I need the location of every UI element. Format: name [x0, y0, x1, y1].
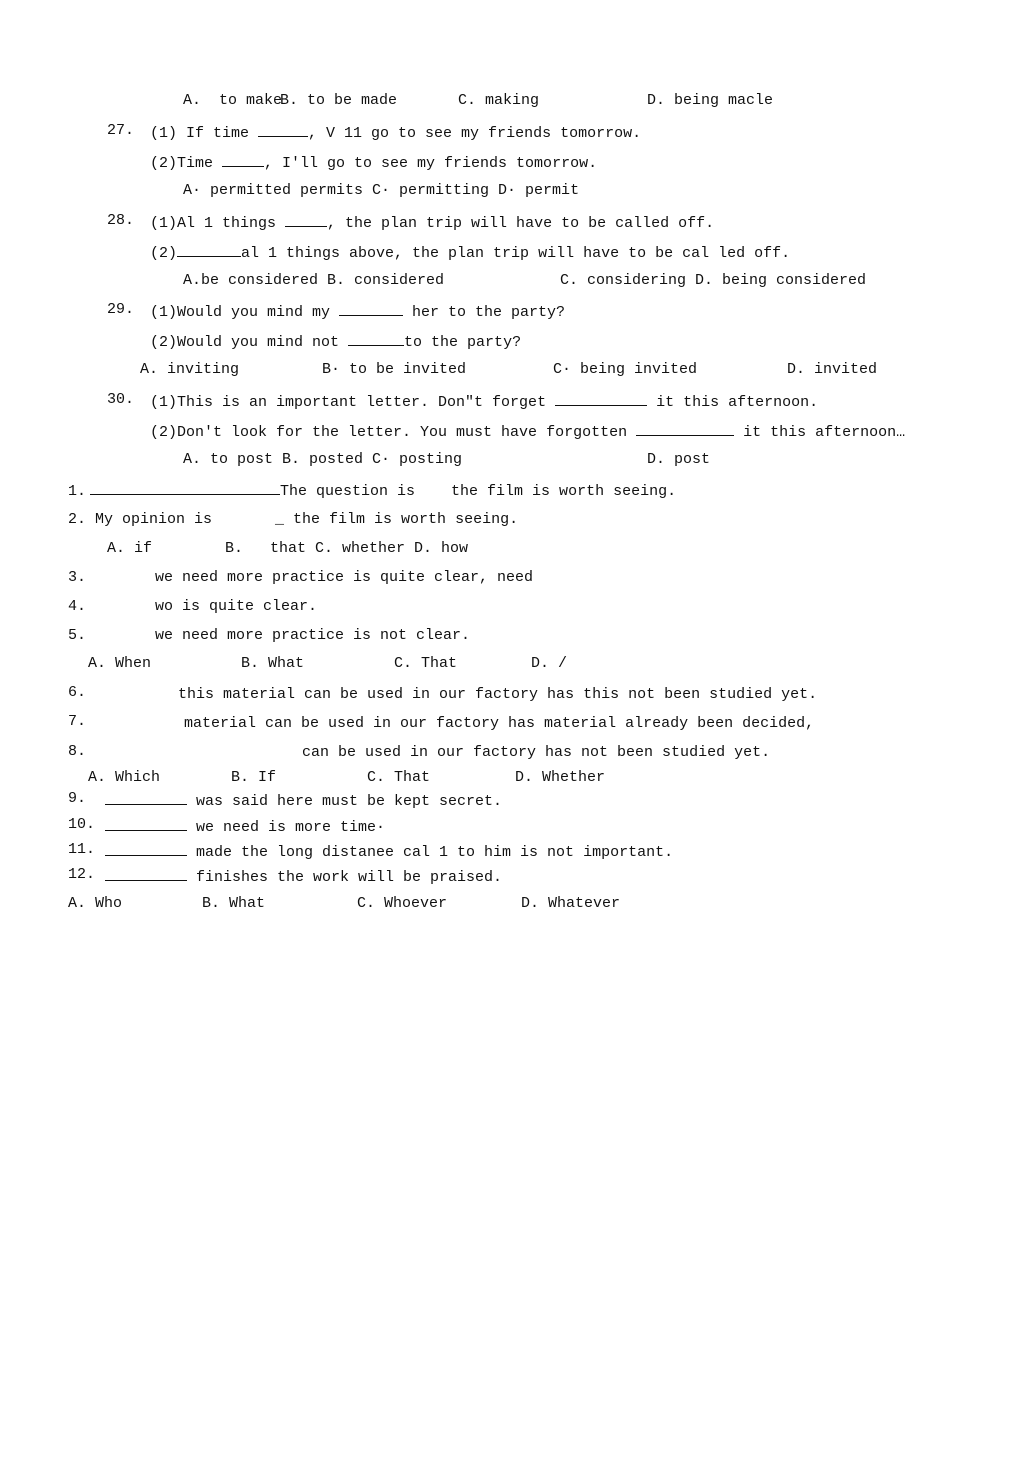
q27-sentence-2: (2)Time , I'll go to see my friends tomorrow. — [150, 152, 597, 173]
item-11-number: 11. — [68, 841, 96, 858]
g1-option-a: A. if — [107, 540, 153, 557]
item-10-number: 10. — [68, 816, 96, 833]
answer-blank — [105, 816, 187, 831]
q29-sentence-2: (2)Would you mind not to the party? — [150, 331, 521, 352]
item-9-number: 9. — [68, 790, 87, 807]
q30-sentence-1: (1)This is an important letter. Don"t forget it this afternoon. — [150, 391, 818, 412]
q28-sentence-2: (2) al 1 things above, the plan trip will have to be cal led off. — [150, 242, 790, 263]
g4-option-d: D. Whatever — [521, 895, 621, 912]
answer-blank — [258, 122, 308, 137]
q26-option-a: A. to make — [183, 92, 283, 109]
item-12-text: finishes the work will be praised. — [105, 866, 502, 887]
q30-number: 30. — [107, 391, 135, 408]
item-1: 1. The question is the film is worth seeing. — [68, 480, 676, 501]
item-8-text: can be used in our factory has not been studied yet. — [302, 744, 771, 761]
answer-blank — [555, 391, 647, 406]
item-6-number: 6. — [68, 684, 87, 701]
q28-options-ab: A.be considered B. considered — [183, 272, 445, 289]
item-11-text: made the long distanee cal 1 to him is not important. — [105, 841, 673, 862]
answer-blank — [339, 301, 403, 316]
g2-option-c: C. That — [394, 655, 458, 672]
q30-option-d: D. post — [647, 451, 711, 468]
item-6-text: this material can be used in our factory has this not been studied yet. — [178, 686, 818, 703]
g2-option-b: B. What — [241, 655, 305, 672]
answer-blank — [90, 480, 280, 495]
item-5-number: 5. — [68, 627, 87, 644]
item-4-text: wo is quite clear. — [155, 598, 318, 615]
item-12-number: 12. — [68, 866, 96, 883]
q26-option-d: D. being macle — [647, 92, 774, 109]
answer-blank — [222, 152, 264, 167]
g3-option-d: D. Whether — [515, 769, 606, 786]
q28-number: 28. — [107, 212, 135, 229]
answer-blank — [285, 212, 327, 227]
q30-sentence-2: (2)Don't look for the letter. You must have forgotten it this afternoon… — [150, 421, 905, 442]
item-9-text: was said here must be kept secret. — [105, 790, 502, 811]
q29-option-b: B· to be invited — [322, 361, 467, 378]
q27-number: 27. — [107, 122, 135, 139]
g1-options-bcd: B. that C. whether D. how — [225, 540, 469, 557]
q27-sentence-1: (1) If time , V 11 go to see my friends tomorrow. — [150, 122, 641, 143]
item-5-text: we need more practice is not clear. — [155, 627, 471, 644]
q30-options-abc: A. to post B. posted C· posting — [183, 451, 463, 468]
q29-option-c: C· being invited — [553, 361, 698, 378]
g3-option-c: C. That — [367, 769, 431, 786]
q29-option-d: D. invited — [787, 361, 878, 378]
q28-options-cd: C. considering D. being considered — [560, 272, 867, 289]
answer-blank — [348, 331, 404, 346]
answer-blank — [105, 866, 187, 881]
g2-option-a: A. When — [88, 655, 152, 672]
item-2: 2. My opinion is _ the film is worth seeing. — [68, 511, 519, 528]
item-8-number: 8. — [68, 743, 87, 760]
item-3-text: we need more practice is quite clear, need — [155, 569, 534, 586]
item-7-text: material can be used in our factory has material already been decided, — [184, 715, 815, 732]
g4-option-b: B. What — [202, 895, 266, 912]
answer-blank — [105, 841, 187, 856]
g3-option-b: B. If — [231, 769, 277, 786]
answer-blank — [636, 421, 734, 436]
q29-number: 29. — [107, 301, 135, 318]
q26-option-c: C. making — [458, 92, 540, 109]
item-7-number: 7. — [68, 713, 87, 730]
q29-option-a: A. inviting — [140, 361, 240, 378]
g4-option-c: C. Whoever — [357, 895, 448, 912]
q27-options: A· permitted permits C· permitting D· permit — [183, 182, 580, 199]
q28-sentence-1: (1)Al 1 things , the plan trip will have to be called off. — [150, 212, 714, 233]
g2-option-d: D. / — [531, 655, 568, 672]
g4-option-a: A. Who — [68, 895, 123, 912]
item-10-text: we need is more time· — [105, 816, 385, 837]
g3-option-a: A. Which — [88, 769, 161, 786]
q29-sentence-1: (1)Would you mind my her to the party? — [150, 301, 565, 322]
answer-blank — [105, 790, 187, 805]
item-4-number: 4. — [68, 598, 87, 615]
q26-option-b: B. to be made — [280, 92, 398, 109]
item-3-number: 3. — [68, 569, 87, 586]
answer-blank — [177, 242, 241, 257]
